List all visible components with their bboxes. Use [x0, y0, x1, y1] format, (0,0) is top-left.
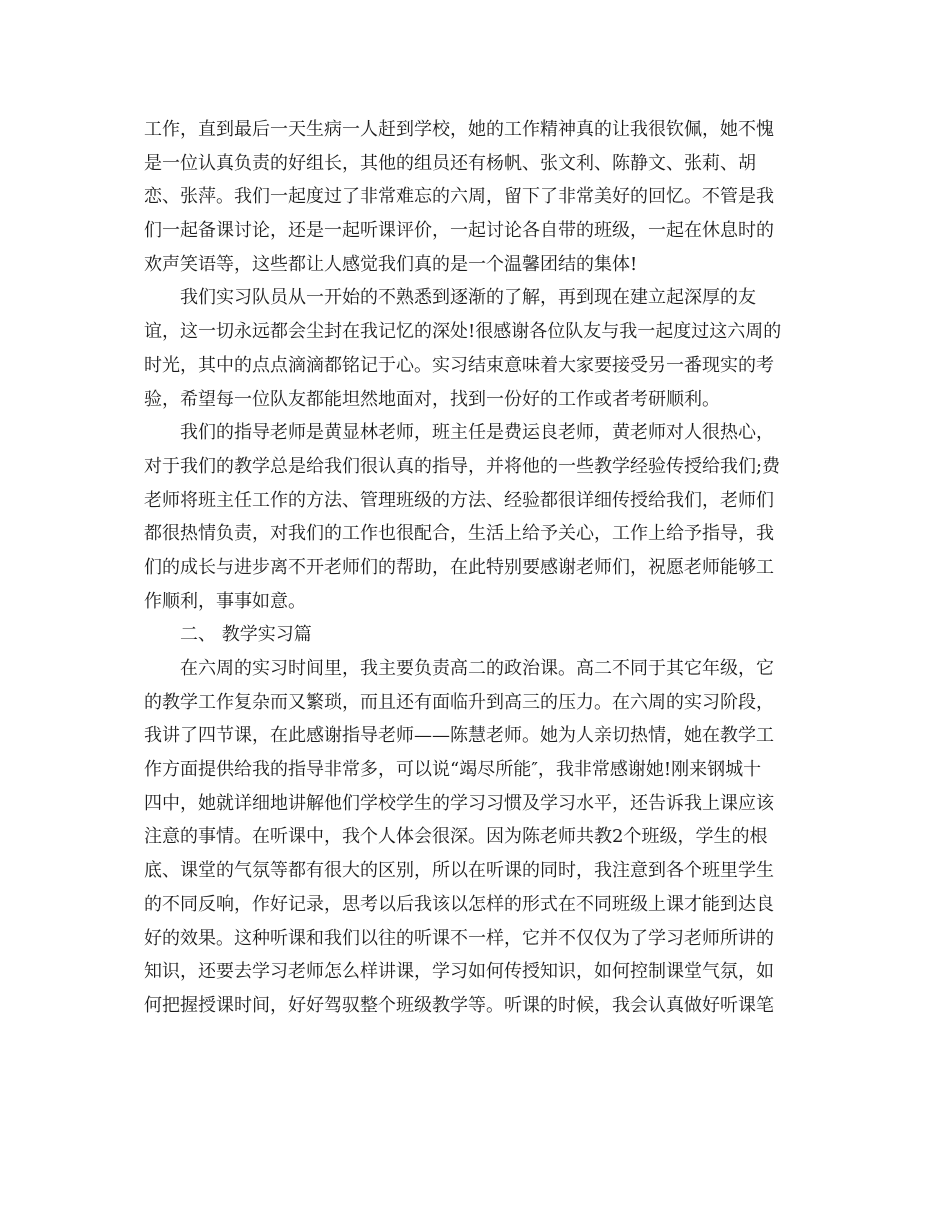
text-line: 我们的指导老师是黄显林老师，班主任是费运良老师，黄老师对人很热心，	[180, 422, 774, 444]
text-line: 的教学工作复杂而又繁琐，而且还有面临升到高三的压力。在六周的实习阶段，	[144, 691, 774, 713]
text-line: 知识，还要去学习老师怎么样讲课，学习如何传授知识，如何控制课堂气氛，如	[144, 961, 774, 983]
text-line: 恋、张萍。我们一起度过了非常难忘的六周，留下了非常美好的回忆。不管是我	[144, 186, 774, 208]
text-line: 四中，她就详细地讲解他们学校学生的学习习惯及学习水平，还告诉我上课应该	[144, 792, 774, 814]
text-line: 都很热情负责，对我们的工作也很配合，生活上给予关心，工作上给予指导，我	[144, 523, 774, 545]
text-line: 欢声笑语等，这些都让人感觉我们真的是一个温馨团结的集体!	[144, 253, 638, 275]
text-line: 时光，其中的点点滴滴都铭记于心。实习结束意味着大家要接受另一番现实的考	[144, 354, 774, 376]
text-line: 我们实习队员从一开始的不熟悉到逐渐的了解，再到现在建立起深厚的友	[180, 287, 756, 309]
text-line: 二、 教学实习篇	[180, 624, 312, 646]
text-line: 对于我们的教学总是给我们很认真的指导，并将他的一些教学经验传授给我们;费	[144, 455, 781, 477]
text-line: 的不同反响，作好记录，思考以后我该以怎样的形式在不同班级上课才能到达良	[144, 893, 774, 915]
text-line: 老师将班主任工作的方法、管理班级的方法、经验都很详细传授给我们，老师们	[144, 489, 774, 511]
text-line: 注意的事情。在听课中，我个人体会很深。因为陈老师共教2个班级，学生的根	[144, 826, 768, 848]
text-line: 是一位认真负责的好组长，其他的组员还有杨帆、张文利、陈静文、张莉、胡	[144, 152, 756, 174]
text-line: 工作，直到最后一天生病一人赶到学校，她的工作精神真的让我很钦佩，她不愧	[144, 119, 774, 140]
text-line: 们的成长与进步离不开老师们的帮助，在此特别要感谢老师们，祝愿老师能够工	[144, 556, 774, 578]
text-line: 在六周的实习时间里，我主要负责高二的政治课。高二不同于其它年级，它	[180, 658, 774, 679]
text-line: 底、课堂的气氛等都有很大的区别，所以在听课的同时，我注意到各个班里学生	[144, 860, 774, 882]
text-line: 验，希望每一位队友都能坦然地面对，找到一份好的工作或者考研顺利。	[144, 388, 720, 410]
text-line: 作顺利，事事如意。	[144, 590, 306, 612]
text-line: 好的效果。这种听课和我们以往的听课不一样，它并不仅仅为了学习老师所讲的	[144, 927, 774, 949]
text-line: 我讲了四节课，在此感谢指导老师——陈慧老师。她为人亲切热情，她在教学工	[144, 725, 774, 747]
text-line: 作方面提供给我的指导非常多，可以说“竭尽所能″，我非常感谢她!刚来钢城十	[144, 759, 762, 781]
text-line: 谊，这一切永远都会尘封在我记忆的深处!很感谢各位队友与我一起度过这六周的	[144, 321, 782, 343]
document-body	[144, 113, 808, 1023]
text-line: 们一起备课讨论，还是一起听课评价，一起讨论各自带的班级，一起在休息时的	[144, 220, 774, 242]
text-line: 何把握授课时间，好好驾驭整个班级教学等。听课的时候，我会认真做好听课笔	[144, 994, 774, 1016]
